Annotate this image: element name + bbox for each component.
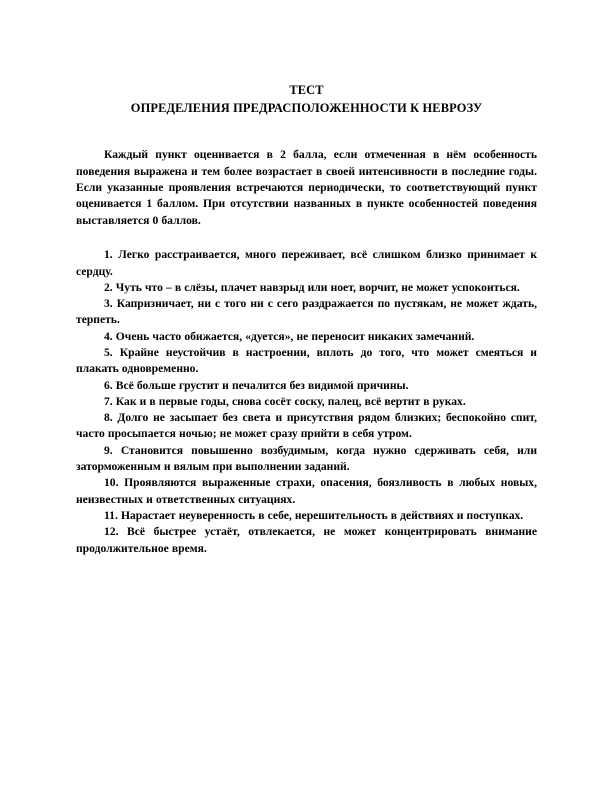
list-item: 4. Очень часто обижается, «дуется», не переносит никаких замечаний. (104, 329, 475, 343)
title-line-secondary: ОПРЕДЕЛЕНИЯ ПРЕДРАСПОЛОЖЕННОСТИ К НЕВРОЗУ (130, 100, 483, 115)
instructions-paragraph: Каждый пункт оценивается в 2 балла, если отмеченная в нём особенность поведения выражена и тем более возрастает в своей интенсивности в последние годы. Если указанные проявления встречаются периодически, то соответствующий пункт оценивается 1 баллом. При отсутствии названных в пункте особенностей поведения выставляется 0 баллов. (76, 148, 537, 227)
list-item: 3. Капризничает, ни с того ни с сего раздражается по пустякам, не может ждать, терпеть. (76, 297, 537, 327)
page-title (76, 82, 537, 117)
list-item: 5. Крайне неустойчив в настроении, вплоть до того, что может смеяться и плакать одновременно. (76, 346, 537, 376)
list-item: 2. Чуть что – в слёзы, плачет навзрыд или ноет, ворчит, не может успокоиться. (104, 280, 520, 294)
title-line-primary: ТЕСТ (289, 83, 324, 97)
list-item: 11. Нарастает неуверенность в себе, нерешительность в действиях и поступках. (104, 508, 524, 522)
list-item: 10. Проявляются выраженные страхи, опасения, боязливость в любых новых, неизвестных и ответственных ситуациях. (76, 476, 537, 506)
list-item: 6. Всё больше грустит и печалится без видимой причины. (104, 378, 409, 392)
list-item: 8. Долго не засыпает без света и присутствия рядом близких; беспокойно спит, часто просыпается ночью; не может сразу прийти в себя утром. (76, 411, 537, 441)
list-item: 1. Легко расстраивается, много переживает, всё слишком близко принимает к сердцу. (76, 248, 537, 278)
list-item: 9. Становится повышенно возбудимым, когда нужно сдерживать себя, или заторможенным и вялым при выполнении заданий. (76, 443, 537, 474)
list-item: 12. Всё быстрее устаёт, отвлекается, не может концентрировать внимание продолжительное время. (76, 525, 537, 555)
list-item: 7. Как и в первые годы, снова сосёт соску, палец, всё вертит в руках. (104, 394, 466, 408)
test-items-list (76, 229, 537, 557)
document-content (76, 82, 537, 557)
